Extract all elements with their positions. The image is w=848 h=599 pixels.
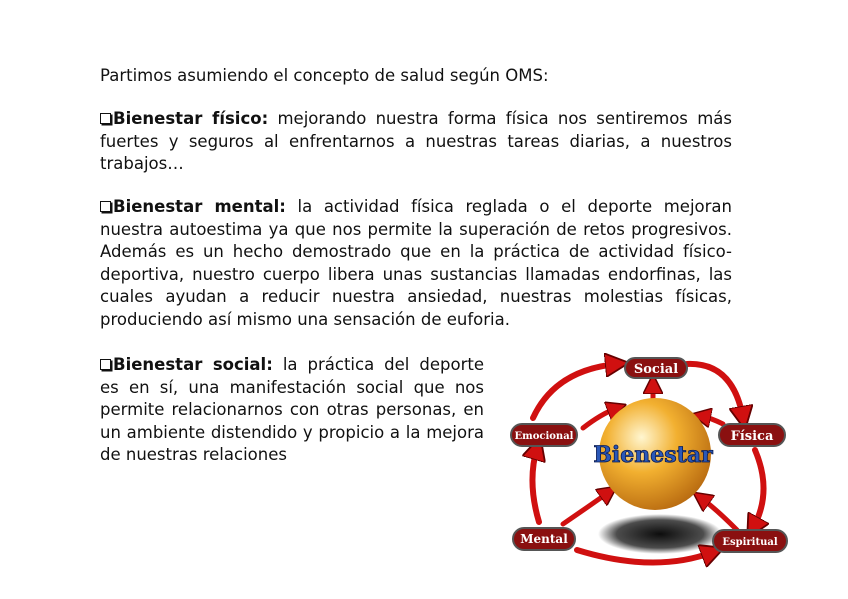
- mental-text: la actividad física reglada o el deporte mejoran nuestra autoestima ya que nos permite la superación de retos progresivos. Además es un hecho demostrado que en la práctica de actividad físico-deportiva, nuestro cuerpo libera unas sustancias llamadas endorfinas, las cuales ayudan a reducir nuestra ansiedad, nuestras molestias físicas, produciendo así mismo una sensación de euforia.: [100, 197, 732, 329]
- arrow-mental-to-emocional: [532, 448, 539, 522]
- node-espiritual: [713, 530, 787, 552]
- arrow-mental-to-center: [563, 492, 609, 524]
- checkbox-bullet-icon: [100, 113, 111, 124]
- intro-text: Partimos asumiendo el concepto de salud según OMS:: [100, 66, 549, 85]
- bienestar-diagram: [505, 342, 790, 574]
- node-social: [625, 358, 687, 378]
- node-fisica-label: Física: [730, 429, 774, 444]
- node-mental: [513, 528, 575, 550]
- arrow-social-to-fisica: [687, 364, 743, 418]
- node-social-label: Social: [633, 362, 679, 377]
- paragraph-social: [100, 354, 484, 467]
- node-mental-label: Mental: [520, 532, 568, 546]
- fisico-text: mejorando nuestra forma física nos sentiremos más fuertes y seguros al enfrentarnos a nuestras tareas diarias, a nuestros trabajos…: [100, 109, 732, 173]
- paragraph-mental: [100, 196, 732, 331]
- paragraph-fisico: [100, 108, 732, 176]
- checkbox-bullet-icon: [100, 359, 111, 370]
- node-espiritual-label: Espiritual: [722, 537, 778, 548]
- node-fisica: [719, 424, 785, 446]
- arrow-fisica-to-center: [701, 416, 723, 424]
- arrow-fisica-to-espiritual: [753, 450, 764, 528]
- diagram-center-label: Bienestar: [593, 442, 713, 468]
- mental-title: Bienestar mental:: [113, 197, 286, 216]
- social-text: la práctica del deporte es en sí, una manifestación social que nos permite relacionarnos con otras personas, en un ambiente distendido y propicio a la mejora de nuestras relaciones: [100, 355, 484, 464]
- node-emocional: [511, 424, 577, 446]
- checkbox-bullet-icon: [100, 201, 111, 212]
- arrow-emocional-to-social: [533, 364, 617, 418]
- social-title: Bienestar social:: [113, 355, 273, 374]
- sphere-shadow: [598, 514, 722, 554]
- fisico-title: Bienestar físico:: [113, 109, 269, 128]
- node-emocional-label: Emocional: [514, 431, 574, 442]
